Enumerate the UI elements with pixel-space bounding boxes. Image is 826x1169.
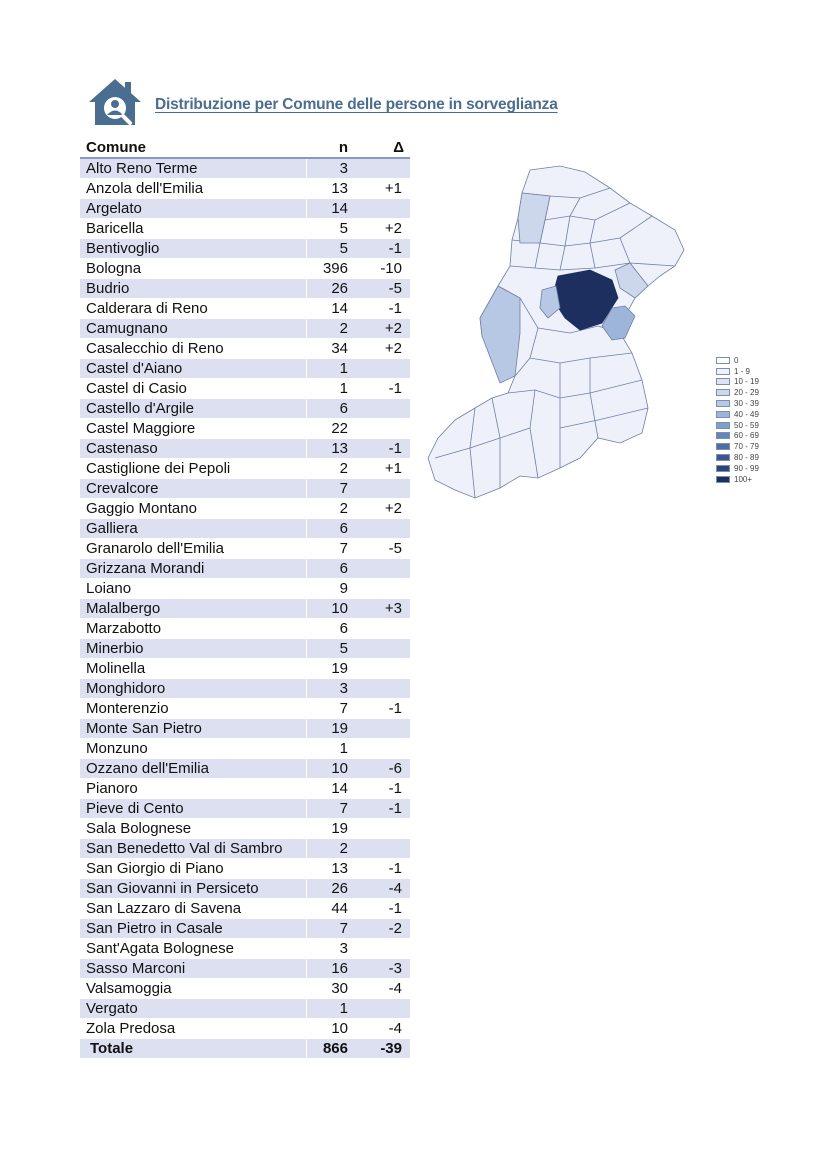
table-row	[80, 659, 410, 679]
comune-cell: Camugnano	[80, 319, 306, 339]
comune-cell: Sala Bolognese	[80, 819, 306, 839]
delta-cell: -1	[354, 379, 410, 399]
legend-swatch	[716, 400, 730, 407]
count-cell: 2	[306, 499, 354, 519]
delta-cell: +2	[354, 319, 410, 339]
delta-cell	[354, 199, 410, 219]
legend-swatch	[716, 422, 730, 429]
column-header-comune: Comune	[80, 137, 306, 158]
delta-cell: +2	[354, 339, 410, 359]
delta-cell: -4	[354, 879, 410, 899]
count-cell: 26	[306, 879, 354, 899]
count-cell: 6	[306, 619, 354, 639]
comune-cell: Loiano	[80, 579, 306, 599]
table-header	[80, 137, 410, 158]
legend-swatch	[716, 368, 730, 375]
table-body	[80, 158, 410, 1059]
legend-item	[716, 420, 759, 431]
comune-cell: Marzabotto	[80, 619, 306, 639]
comune-cell: Sant'Agata Bolognese	[80, 939, 306, 959]
legend-label: 80 - 89	[734, 453, 759, 463]
legend-label: 30 - 39	[734, 399, 759, 409]
legend-label: 90 - 99	[734, 463, 759, 473]
table-row	[80, 179, 410, 199]
delta-cell	[354, 359, 410, 379]
table-row	[80, 359, 410, 379]
table-row	[80, 679, 410, 699]
delta-cell: -2	[354, 919, 410, 939]
count-cell: 6	[306, 519, 354, 539]
column-header-n: n	[306, 137, 354, 158]
table-row	[80, 999, 410, 1019]
delta-cell: -1	[354, 299, 410, 319]
comune-cell: Casalecchio di Reno	[80, 339, 306, 359]
count-cell: 19	[306, 819, 354, 839]
count-cell: 14	[306, 779, 354, 799]
comune-cell: Minerbio	[80, 639, 306, 659]
delta-cell: -1	[354, 239, 410, 259]
comune-cell: Monghidoro	[80, 679, 306, 699]
table-row	[80, 579, 410, 599]
comune-cell: Galliera	[80, 519, 306, 539]
table-row	[80, 319, 410, 339]
province-map	[420, 158, 690, 503]
legend-swatch	[716, 357, 730, 364]
legend-item	[716, 441, 759, 452]
comune-cell: San Pietro in Casale	[80, 919, 306, 939]
count-cell: 6	[306, 559, 354, 579]
table-row	[80, 379, 410, 399]
legend-item	[716, 355, 759, 366]
comune-cell: Zola Predosa	[80, 1019, 306, 1039]
count-cell: 13	[306, 439, 354, 459]
delta-cell: +2	[354, 499, 410, 519]
comune-cell: Alto Reno Terme	[80, 158, 306, 179]
page-title: Distribuzione per Comune delle persone in sorveglianza	[155, 96, 558, 113]
delta-cell: -1	[354, 899, 410, 919]
count-cell: 7	[306, 919, 354, 939]
comune-cell: Sasso Marconi	[80, 959, 306, 979]
count-cell: 396	[306, 259, 354, 279]
table-row	[80, 699, 410, 719]
column-header-delta: Δ	[354, 137, 410, 158]
table-row	[80, 519, 410, 539]
table-row	[80, 299, 410, 319]
legend-item	[716, 366, 759, 377]
count-cell: 3	[306, 158, 354, 179]
legend-label: 50 - 59	[734, 420, 759, 430]
table-row	[80, 839, 410, 859]
legend-item	[716, 463, 759, 474]
delta-cell	[354, 679, 410, 699]
count-cell: 1	[306, 739, 354, 759]
comune-cell: San Giorgio di Piano	[80, 859, 306, 879]
table-row	[80, 199, 410, 219]
delta-cell: -1	[354, 439, 410, 459]
delta-cell: -3	[354, 959, 410, 979]
table-row	[80, 419, 410, 439]
table-row	[80, 339, 410, 359]
delta-cell	[354, 519, 410, 539]
comune-cell: San Benedetto Val di Sambro	[80, 839, 306, 859]
table-row	[80, 719, 410, 739]
comune-cell: Pianoro	[80, 779, 306, 799]
comune-cell: Castiglione dei Pepoli	[80, 459, 306, 479]
table-row	[80, 879, 410, 899]
comune-cell: Vergato	[80, 999, 306, 1019]
comune-cell: Granarolo dell'Emilia	[80, 539, 306, 559]
table-row	[80, 1019, 410, 1039]
comune-cell: Ozzano dell'Emilia	[80, 759, 306, 779]
comune-cell: Castenaso	[80, 439, 306, 459]
table-row	[80, 959, 410, 979]
legend-swatch	[716, 465, 730, 472]
table-row	[80, 919, 410, 939]
comune-cell: Castel di Casio	[80, 379, 306, 399]
comune-cell: San Giovanni in Persiceto	[80, 879, 306, 899]
count-cell: 30	[306, 979, 354, 999]
delta-cell	[354, 999, 410, 1019]
comune-cell: Grizzana Morandi	[80, 559, 306, 579]
legend-item	[716, 431, 759, 442]
comune-cell: Budrio	[80, 279, 306, 299]
comune-cell: Castel d'Aiano	[80, 359, 306, 379]
count-cell: 5	[306, 219, 354, 239]
legend-label: 20 - 29	[734, 388, 759, 398]
comune-cell: Pieve di Cento	[80, 799, 306, 819]
count-cell: 16	[306, 959, 354, 979]
delta-cell	[354, 839, 410, 859]
count-cell: 2	[306, 319, 354, 339]
comune-cell: Baricella	[80, 219, 306, 239]
count-cell: 7	[306, 799, 354, 819]
delta-cell	[354, 579, 410, 599]
count-cell: 2	[306, 839, 354, 859]
comune-cell: Bentivoglio	[80, 239, 306, 259]
legend-swatch	[716, 454, 730, 461]
comune-cell: Anzola dell'Emilia	[80, 179, 306, 199]
count-cell: 10	[306, 759, 354, 779]
comune-cell: Crevalcore	[80, 479, 306, 499]
total-count: 866	[306, 1039, 354, 1059]
count-cell: 1	[306, 359, 354, 379]
count-cell: 10	[306, 599, 354, 619]
comune-cell: Gaggio Montano	[80, 499, 306, 519]
map-legend	[716, 355, 759, 485]
table-row	[80, 539, 410, 559]
province-outline	[428, 166, 684, 498]
count-cell: 5	[306, 639, 354, 659]
table-row	[80, 479, 410, 499]
table-row	[80, 599, 410, 619]
count-cell: 7	[306, 699, 354, 719]
delta-cell: -5	[354, 539, 410, 559]
count-cell: 13	[306, 859, 354, 879]
legend-swatch	[716, 432, 730, 439]
comune-cell: Monzuno	[80, 739, 306, 759]
legend-label: 60 - 69	[734, 431, 759, 441]
table-row	[80, 279, 410, 299]
table-row	[80, 499, 410, 519]
count-cell: 44	[306, 899, 354, 919]
house-person-icon	[87, 76, 143, 128]
delta-cell	[354, 819, 410, 839]
table-row	[80, 639, 410, 659]
total-delta: -39	[354, 1039, 410, 1059]
legend-item	[716, 474, 759, 485]
legend-item	[716, 409, 759, 420]
legend-item	[716, 452, 759, 463]
delta-cell: +1	[354, 459, 410, 479]
comune-cell: Molinella	[80, 659, 306, 679]
count-cell: 14	[306, 299, 354, 319]
table-row	[80, 859, 410, 879]
delta-cell	[354, 158, 410, 179]
delta-cell	[354, 659, 410, 679]
table-row	[80, 239, 410, 259]
delta-cell: -1	[354, 799, 410, 819]
delta-cell	[354, 739, 410, 759]
legend-swatch	[716, 389, 730, 396]
delta-cell: -10	[354, 259, 410, 279]
legend-swatch	[716, 443, 730, 450]
legend-item	[716, 377, 759, 388]
legend-label: 0	[734, 355, 739, 365]
delta-cell	[354, 419, 410, 439]
table-row	[80, 819, 410, 839]
delta-cell	[354, 619, 410, 639]
table-row	[80, 619, 410, 639]
legend-swatch	[716, 378, 730, 385]
comune-cell: Malalbergo	[80, 599, 306, 619]
count-cell: 14	[306, 199, 354, 219]
comune-cell: Monterenzio	[80, 699, 306, 719]
count-cell: 19	[306, 659, 354, 679]
comune-cell: San Lazzaro di Savena	[80, 899, 306, 919]
delta-cell	[354, 399, 410, 419]
delta-cell	[354, 559, 410, 579]
table-row	[80, 799, 410, 819]
delta-cell: +3	[354, 599, 410, 619]
table-row	[80, 439, 410, 459]
comune-cell: Castel Maggiore	[80, 419, 306, 439]
count-cell: 7	[306, 539, 354, 559]
table-row	[80, 559, 410, 579]
count-cell: 13	[306, 179, 354, 199]
legend-label: 70 - 79	[734, 442, 759, 452]
legend-label: 1 - 9	[734, 366, 751, 376]
count-cell: 26	[306, 279, 354, 299]
count-cell: 7	[306, 479, 354, 499]
count-cell: 3	[306, 679, 354, 699]
table-row	[80, 779, 410, 799]
total-row	[80, 1039, 410, 1059]
table-row	[80, 459, 410, 479]
delta-cell: +1	[354, 179, 410, 199]
count-cell: 22	[306, 419, 354, 439]
count-cell: 2	[306, 459, 354, 479]
count-cell: 9	[306, 579, 354, 599]
comune-cell: Valsamoggia	[80, 979, 306, 999]
legend-item	[716, 398, 759, 409]
count-cell: 1	[306, 379, 354, 399]
legend-swatch	[716, 411, 730, 418]
comuni-table	[80, 137, 410, 1059]
comune-cell: Bologna	[80, 259, 306, 279]
comune-cell: Castello d'Argile	[80, 399, 306, 419]
table-row	[80, 899, 410, 919]
comune-cell: Calderara di Reno	[80, 299, 306, 319]
table-row	[80, 219, 410, 239]
map-area-valsamoggia	[480, 286, 520, 383]
comune-cell: Argelato	[80, 199, 306, 219]
delta-cell: -1	[354, 779, 410, 799]
count-cell: 6	[306, 399, 354, 419]
total-label: Totale	[80, 1039, 306, 1059]
delta-cell: +2	[354, 219, 410, 239]
delta-cell: -4	[354, 1019, 410, 1039]
delta-cell	[354, 939, 410, 959]
table-row	[80, 759, 410, 779]
legend-swatch	[716, 476, 730, 483]
delta-cell	[354, 639, 410, 659]
count-cell: 34	[306, 339, 354, 359]
table-row	[80, 939, 410, 959]
delta-cell: -1	[354, 859, 410, 879]
comune-cell: Monte San Pietro	[80, 719, 306, 739]
table-row	[80, 979, 410, 999]
delta-cell	[354, 719, 410, 739]
count-cell: 1	[306, 999, 354, 1019]
legend-label: 40 - 49	[734, 409, 759, 419]
count-cell: 3	[306, 939, 354, 959]
delta-cell: -6	[354, 759, 410, 779]
table-row	[80, 399, 410, 419]
delta-cell: -1	[354, 699, 410, 719]
count-cell: 5	[306, 239, 354, 259]
delta-cell: -5	[354, 279, 410, 299]
delta-cell: -4	[354, 979, 410, 999]
legend-item	[716, 387, 759, 398]
table-row	[80, 158, 410, 179]
delta-cell	[354, 479, 410, 499]
legend-label: 100+	[734, 474, 753, 484]
legend-label: 10 - 19	[734, 377, 759, 387]
count-cell: 10	[306, 1019, 354, 1039]
count-cell: 19	[306, 719, 354, 739]
table-row	[80, 739, 410, 759]
table-row	[80, 259, 410, 279]
